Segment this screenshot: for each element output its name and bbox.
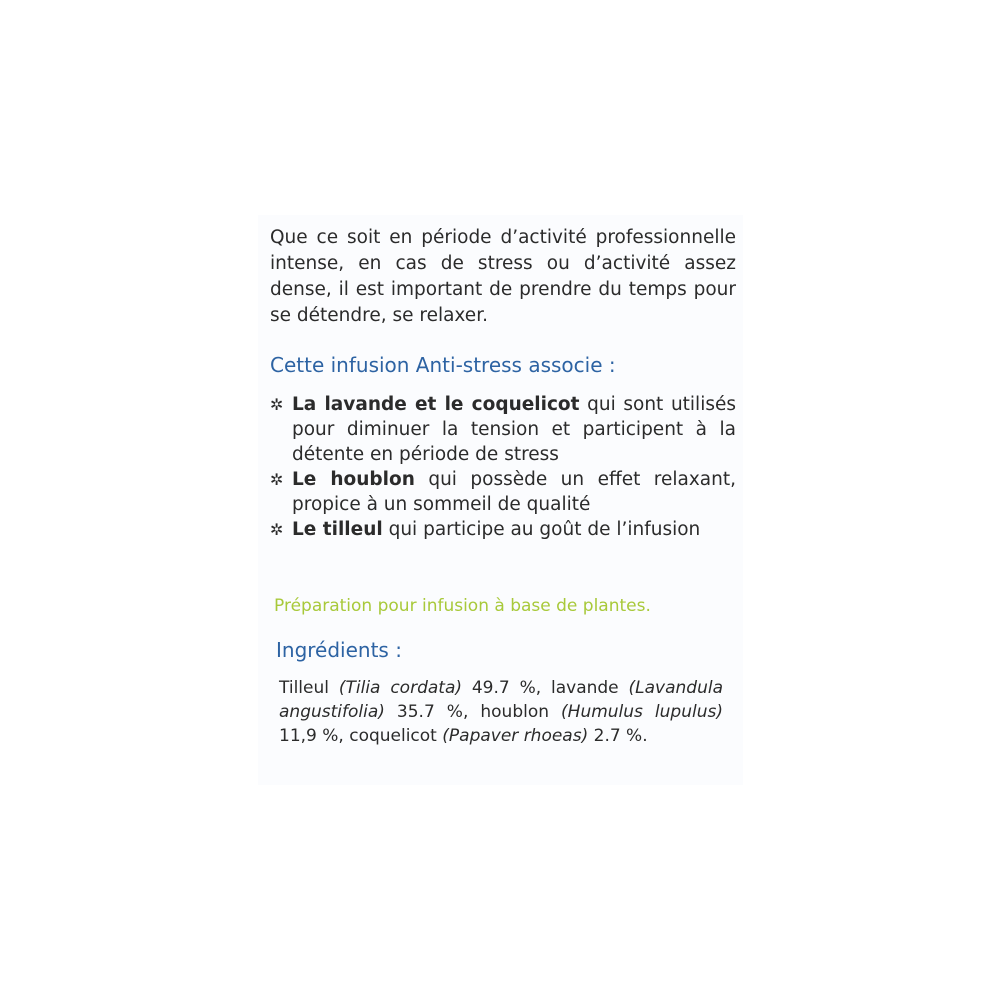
asterisk-icon: ✲: [270, 395, 284, 414]
list-item: [270, 467, 736, 517]
list-item: [270, 392, 736, 467]
asterisk-icon: ✲: [270, 520, 284, 539]
ingredient-latin: (Tilia cordata): [338, 678, 462, 698]
item-title: Le tilleul: [292, 519, 383, 540]
association-heading: Cette infusion Anti-stress associe :: [270, 353, 616, 377]
item-text: qui sont utilisés pour diminuer la tension et participent à la détente en période de stress: [292, 394, 736, 465]
association-list: [270, 392, 736, 542]
item-title: La lavande et le coquelicot: [292, 394, 580, 415]
ingredient-name: Tilleul: [279, 678, 339, 698]
intro-paragraph: Que ce soit en période d’activité professionnelle intense, en cas de stress ou d’activité assez dense, il est important de prendre du temps pour se détendre, se relaxer.: [270, 227, 736, 326]
ingredient-name: 2.7 %.: [588, 726, 648, 746]
item-text: qui possède un effet relaxant, propice à un sommeil de qualité: [292, 469, 736, 515]
list-item: [270, 517, 736, 542]
ingredient-latin: (Humulus lupulus): [561, 702, 723, 722]
ingredient-name: 35.7 %, houblon: [384, 702, 562, 722]
asterisk-icon: ✲: [270, 470, 284, 489]
ingredients-text: [279, 676, 723, 748]
item-title: Le houblon: [292, 469, 415, 490]
ingredient-latin: (Lavandula angustifolia): [279, 678, 723, 722]
ingredient-latin: (Papaver rhoeas): [442, 726, 589, 746]
item-text: qui participe au goût de l’infusion: [382, 519, 701, 540]
ingredient-name: 11,9 %, coquelicot: [279, 726, 443, 746]
ingredients-heading: Ingrédients :: [276, 638, 402, 662]
preparation-text: Préparation pour infusion à base de plantes.: [274, 596, 651, 616]
ingredient-name: 49.7 %, lavande: [462, 678, 629, 698]
